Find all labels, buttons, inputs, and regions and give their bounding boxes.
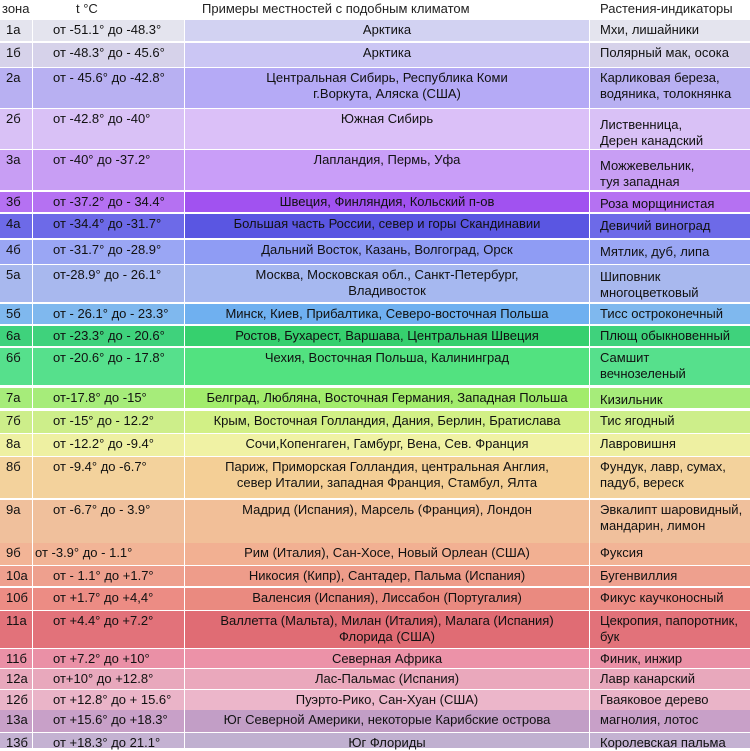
zone-cell (0, 192, 32, 212)
zone-cell (0, 304, 32, 324)
zone-cell (0, 109, 32, 149)
table-row (0, 388, 750, 408)
table-row (0, 710, 750, 732)
plant-line: Фикус каучконосный (600, 590, 724, 605)
temperature-range: от -6.7° до - 3.9° (53, 502, 151, 517)
zone-cell (0, 150, 32, 190)
zone-cell (0, 214, 32, 238)
plants-cell (590, 150, 750, 190)
regions-cell (185, 68, 589, 108)
regions-cell (185, 20, 589, 41)
regions-cell (185, 543, 589, 565)
table-row (0, 109, 750, 149)
temperature-range: от -15° до - 12.2° (53, 413, 154, 428)
zone-label: 11а (6, 613, 27, 628)
plant-line: Эвкалипт шаровидный, (600, 502, 743, 517)
plant-line: Фуксия (600, 545, 644, 560)
temperature-cell (33, 434, 184, 456)
temperature-cell (33, 566, 184, 586)
region-line: Париж, Приморская Голландия, центральная Англия, (225, 459, 549, 474)
zone-label: 3б (6, 194, 21, 209)
plant-line: Роза морщинистая (600, 196, 715, 211)
zone-cell (0, 43, 32, 67)
temperature-range: от - 45.6° до -42.8° (53, 70, 165, 85)
temperature-cell (33, 109, 184, 149)
zone-label: 2б (6, 111, 21, 126)
region-line: Никосия (Кипр), Сантадер, Пальма (Испания) (248, 568, 526, 583)
temperature-range: от -48.3° до - 45.6° (53, 45, 165, 60)
regions-cell (185, 649, 589, 668)
plants-cell (590, 611, 750, 648)
region-line: г.Воркута, Аляска (США) (313, 86, 461, 101)
plant-line: Мхи, лишайники (600, 22, 699, 37)
plant-line: магнолия, лотос (600, 712, 699, 727)
table-row (0, 192, 750, 212)
table-row (0, 588, 750, 610)
temperature-range: от+10° до +12.8° (53, 671, 154, 686)
regions-cell (185, 150, 589, 190)
zone-label: 9а (6, 502, 21, 517)
plant-line: Финик, инжир (600, 651, 683, 666)
region-line: Ростов, Бухарест, Варшава, Центральная Швеция (235, 328, 539, 343)
plant-line: туя западная (600, 174, 680, 189)
table-row (0, 265, 750, 302)
table-row (0, 733, 750, 748)
plant-line: Полярный мак, осока (600, 45, 729, 60)
zone-cell (0, 434, 32, 456)
temperature-cell (33, 388, 184, 408)
temperature-cell (33, 43, 184, 67)
zone-cell (0, 388, 32, 408)
region-line: Арктика (362, 22, 412, 37)
plant-line: Тисс остроконечный (600, 306, 723, 321)
regions-cell (185, 304, 589, 324)
region-line: Лас-Пальмас (Испания) (314, 671, 460, 686)
temperature-cell (33, 240, 184, 264)
plant-line: вечнозеленый (600, 366, 686, 381)
table-row (0, 500, 750, 543)
zone-label: 4б (6, 242, 21, 257)
region-line: Центральная Сибирь, Республика Коми (266, 70, 508, 85)
zone-cell (0, 348, 32, 385)
table-row (0, 649, 750, 668)
table-row (0, 304, 750, 324)
region-line: Мадрид (Испания), Марсель (Франция), Лондон (242, 502, 532, 517)
zone-cell (0, 566, 32, 586)
plant-line: Карликовая береза, (600, 70, 720, 85)
region-line: Валлетта (Мальта), Милан (Италия), Малага (Испания) (220, 613, 554, 628)
region-line: Большая часть России, север и горы Скандинавии (233, 216, 541, 231)
table-row (0, 457, 750, 498)
region-line: Арктика (362, 45, 412, 60)
zone-label: 10б (6, 590, 28, 605)
region-line: Москва, Московская обл., Санкт-Петербург, (255, 267, 519, 282)
plants-cell (590, 214, 750, 238)
zone-cell (0, 710, 32, 732)
region-line: Южная Сибирь (340, 111, 434, 126)
temperature-range: от-28.9° до - 26.1° (53, 267, 162, 282)
temperature-range: от +4.4° до +7.2° (53, 613, 154, 628)
zone-cell (0, 68, 32, 108)
temperature-range: от -3.9° до - 1.1° (35, 545, 133, 560)
regions-cell (185, 326, 589, 346)
temperature-range: от - 1.1° до +1.7° (53, 568, 154, 583)
plants-cell (590, 348, 750, 385)
plant-line: Фундук, лавр, сумах, (600, 459, 726, 474)
plants-cell (590, 109, 750, 149)
plants-cell (590, 566, 750, 586)
temperature-cell (33, 150, 184, 190)
temperature-range: от -9.4° до -6.7° (53, 459, 147, 474)
table-row (0, 348, 750, 385)
regions-cell (185, 388, 589, 408)
zone-label: 7б (6, 413, 21, 428)
temperature-range: от-17.8° до -15° (53, 390, 147, 405)
temperature-range: от +18.3° до 21.1° (53, 735, 161, 750)
table-row (0, 326, 750, 346)
temperature-cell (33, 192, 184, 212)
zone-cell (0, 649, 32, 668)
plant-line: Королевская пальма (600, 735, 726, 750)
regions-cell (185, 710, 589, 732)
region-line: Пуэрто-Рико, Сан-Хуан (США) (295, 692, 479, 707)
plants-cell (590, 649, 750, 668)
region-line: Крым, Восточная Голландия, Дания, Берлин, Братислава (213, 413, 561, 428)
temperature-cell (33, 68, 184, 108)
temperature-cell (33, 669, 184, 689)
zone-label: 1б (6, 45, 21, 60)
zone-label: 1а (6, 22, 21, 37)
region-line: Чехия, Восточная Польша, Калининград (264, 350, 510, 365)
temperature-cell (33, 690, 184, 710)
table-row (0, 411, 750, 433)
zone-label: 6а (6, 328, 21, 343)
plants-cell (590, 434, 750, 456)
zone-label: 13б (6, 735, 28, 750)
temperature-range: от +12.8° до + 15.6° (53, 692, 172, 707)
table-row (0, 68, 750, 108)
plants-cell (590, 43, 750, 67)
table-row (0, 669, 750, 689)
zone-label: 5а (6, 267, 21, 282)
temperature-range: от +7.2° до +10° (53, 651, 150, 666)
plant-line: водяника, толокнянка (600, 86, 732, 101)
zone-cell (0, 690, 32, 710)
plants-cell (590, 500, 750, 543)
table-row (0, 434, 750, 456)
plants-cell (590, 265, 750, 302)
plant-line: Можжевельник, (600, 158, 695, 173)
temperature-range: от -51.1° до -48.3° (53, 22, 162, 37)
regions-cell (185, 733, 589, 748)
table-row (0, 611, 750, 648)
regions-cell (185, 690, 589, 710)
temperature-range: от -42.8° до -40° (53, 111, 151, 126)
region-line: Рим (Италия), Сан-Хосе, Новый Орлеан (США) (244, 545, 530, 560)
temperature-cell (33, 326, 184, 346)
temperature-cell (33, 500, 184, 543)
regions-cell (185, 43, 589, 67)
plant-line: бук (600, 629, 620, 644)
zone-cell (0, 611, 32, 648)
temperature-range: от -20.6° до - 17.8° (53, 350, 165, 365)
zone-label: 12а (6, 671, 28, 686)
header-zone: зона (2, 1, 30, 16)
regions-cell (185, 588, 589, 610)
zone-label: 12б (6, 692, 28, 707)
table-row (0, 690, 750, 710)
table-row (0, 566, 750, 586)
plants-cell (590, 326, 750, 346)
temperature-range: от -37.2° до - 34.4° (53, 194, 165, 209)
zone-cell (0, 588, 32, 610)
header-regions: Примеры местностей с подобным климатом (202, 1, 470, 16)
table-row (0, 20, 750, 41)
plants-cell (590, 690, 750, 710)
header-indicator-plants: Растения-индикаторы (600, 1, 733, 16)
zone-cell (0, 457, 32, 498)
plants-cell (590, 411, 750, 433)
region-line: Северная Африка (331, 651, 443, 666)
plants-cell (590, 20, 750, 41)
plant-line: Дерен канадский (600, 133, 704, 148)
region-line: север Италии, западная Франция, Стамбул, Ялта (236, 475, 538, 490)
temperature-cell (33, 543, 184, 565)
regions-cell (185, 566, 589, 586)
regions-cell (185, 669, 589, 689)
zone-cell (0, 411, 32, 433)
temperature-cell (33, 348, 184, 385)
zone-cell (0, 543, 32, 565)
region-line: Минск, Киев, Прибалтика, Северо-восточная Польша (225, 306, 549, 321)
temperature-cell (33, 457, 184, 498)
temperature-range: от +1.7° до +4,4° (53, 590, 154, 605)
plant-line: Гваяковое дерево (600, 692, 709, 707)
zone-label: 4а (6, 216, 21, 231)
region-line: Дальний Восток, Казань, Волгоград, Орск (261, 242, 513, 257)
plants-cell (590, 192, 750, 212)
plant-line: Лавровишня (600, 436, 676, 451)
temperature-cell (33, 733, 184, 748)
header-temperature: t °C (76, 1, 98, 16)
zone-label: 7а (6, 390, 21, 405)
table-row (0, 214, 750, 238)
zone-cell (0, 326, 32, 346)
temperature-cell (33, 411, 184, 433)
region-line: Белград, Любляна, Восточная Германия, Западная Польша (206, 390, 568, 405)
regions-cell (185, 457, 589, 498)
temperature-range: от - 26.1° до - 23.3° (53, 306, 169, 321)
plant-line: Бугенвиллия (600, 568, 678, 583)
plant-line: Мятлик, дуб, липа (600, 244, 710, 259)
zone-label: 5б (6, 306, 21, 321)
plants-cell (590, 543, 750, 565)
plant-line: Лиственница, (600, 117, 683, 132)
plants-cell (590, 388, 750, 408)
zone-cell (0, 500, 32, 543)
zone-label: 13а (6, 712, 28, 727)
table-row (0, 150, 750, 190)
regions-cell (185, 411, 589, 433)
plants-cell (590, 588, 750, 610)
temperature-range: от -40° до -37.2° (53, 152, 151, 167)
plant-line: Тис ягодный (600, 413, 675, 428)
zone-label: 9б (6, 545, 21, 560)
region-line: Флорида (США) (339, 629, 435, 644)
plants-cell (590, 304, 750, 324)
zone-cell (0, 265, 32, 302)
zone-label: 3а (6, 152, 21, 167)
zone-label: 11б (6, 651, 27, 666)
temperature-cell (33, 588, 184, 610)
temperature-cell (33, 265, 184, 302)
table-row (0, 43, 750, 67)
plants-cell (590, 669, 750, 689)
plants-cell (590, 710, 750, 732)
plant-line: мандарин, лимон (600, 518, 706, 533)
regions-cell (185, 240, 589, 264)
plant-line: Шиповник (600, 269, 661, 284)
region-line: Валенсия (Испания), Лиссабон (Португалия) (252, 590, 522, 605)
zone-label: 8б (6, 459, 21, 474)
zone-label: 6б (6, 350, 21, 365)
plants-cell (590, 733, 750, 748)
temperature-cell (33, 20, 184, 41)
table-row (0, 543, 750, 565)
plant-line: Лавр канарский (600, 671, 696, 686)
temperature-cell (33, 611, 184, 648)
regions-cell (185, 214, 589, 238)
regions-cell (185, 500, 589, 543)
region-line: Швеция, Финляндия, Кольский п-ов (279, 194, 495, 209)
plant-line: падуб, вереск (600, 475, 684, 490)
region-line: Юг Северной Америки, некоторые Карибские острова (223, 712, 551, 727)
region-line: Сочи,Копенгаген, Гамбург, Вена, Сев. Франция (245, 436, 529, 451)
plant-line: Самшит (600, 350, 650, 365)
regions-cell (185, 192, 589, 212)
regions-cell (185, 348, 589, 385)
temperature-cell (33, 710, 184, 732)
temperature-range: от +15.6° до +18.3° (53, 712, 168, 727)
zone-cell (0, 20, 32, 41)
plant-line: Кизильник (600, 392, 663, 407)
region-line: Владивосток (348, 283, 426, 298)
regions-cell (185, 434, 589, 456)
plant-line: Плющ обыкновенный (600, 328, 731, 343)
plants-cell (590, 68, 750, 108)
zone-label: 10а (6, 568, 28, 583)
temperature-cell (33, 649, 184, 668)
zone-cell (0, 733, 32, 748)
temperature-range: от -23.3° до - 20.6° (53, 328, 165, 343)
temperature-range: от -12.2° до -9.4° (53, 436, 154, 451)
plant-line: многоцветковый (600, 285, 699, 300)
plant-line: Девичий виноград (600, 218, 711, 233)
zone-label: 8а (6, 436, 21, 451)
regions-cell (185, 265, 589, 302)
region-line: Юг Флориды (348, 735, 426, 750)
temperature-cell (33, 214, 184, 238)
zone-label: 2а (6, 70, 21, 85)
temperature-cell (33, 304, 184, 324)
regions-cell (185, 109, 589, 149)
temperature-range: от -31.7° до -28.9° (53, 242, 162, 257)
region-line: Лапландия, Пермь, Уфа (313, 152, 461, 167)
plants-cell (590, 457, 750, 498)
plants-cell (590, 240, 750, 264)
table-row (0, 240, 750, 264)
zone-cell (0, 240, 32, 264)
temperature-range: от -34.4° до -31.7° (53, 216, 162, 231)
plant-line: Цекропия, папоротник, (600, 613, 738, 628)
zone-cell (0, 669, 32, 689)
regions-cell (185, 611, 589, 648)
